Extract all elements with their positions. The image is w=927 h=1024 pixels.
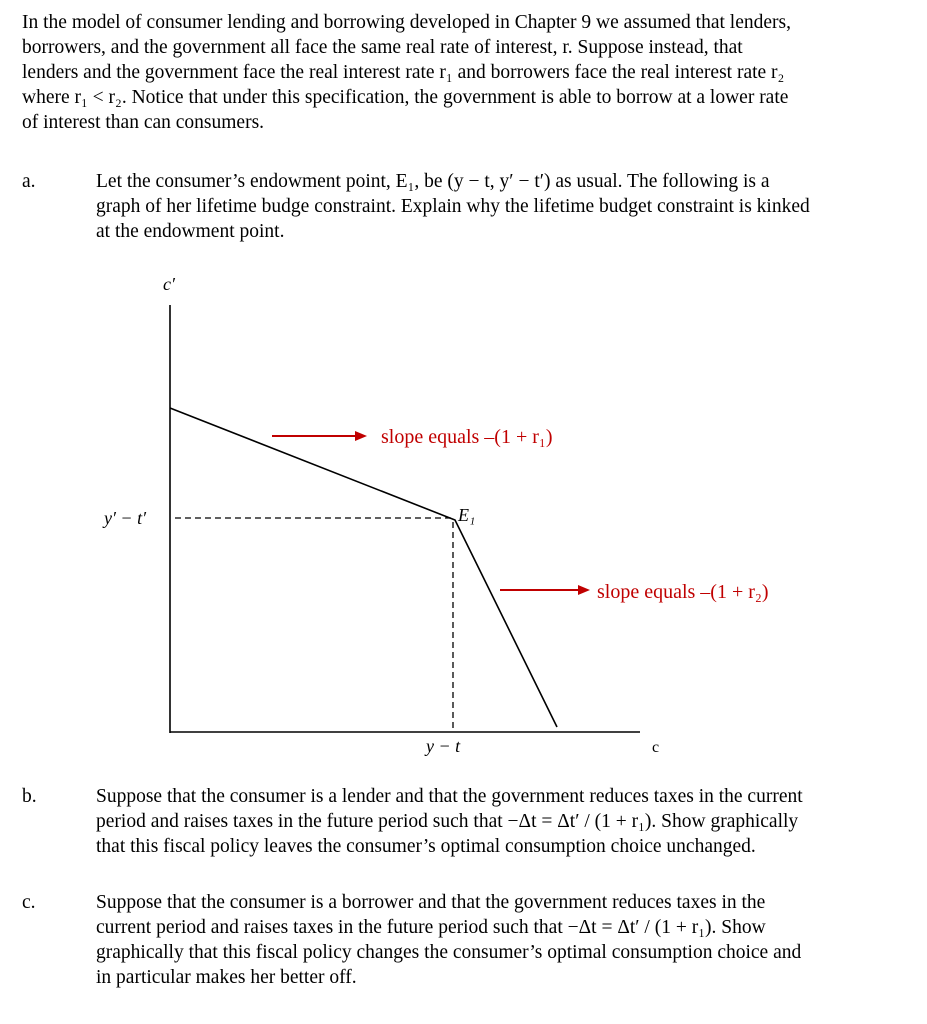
question-c-line: in particular makes her better off.	[96, 967, 357, 988]
endowment-y-label: y′ − t′	[104, 508, 147, 528]
intro-line: where r₁ < r₂. Notice that under this specification, the government is able to borrow at a lower rate	[22, 87, 789, 108]
intro-line: of interest than can consumers.	[22, 112, 265, 133]
question-b-line: Suppose that the consumer is a lender and that the government reduces taxes in the current	[96, 786, 803, 807]
endowment-x-label: y − t	[426, 736, 461, 756]
slope1-label: slope equals –(1 + r₁)	[381, 426, 553, 448]
question-a-line: graph of her lifetime budge constraint. Explain why the lifetime budget constraint is kinked	[96, 196, 810, 217]
intro-line: In the model of consumer lending and borrowing developed in Chapter 9 we assumed that lenders,	[22, 12, 791, 33]
budget-line	[170, 408, 557, 727]
question-c-line: graphically that this fiscal policy changes the consumer’s optimal consumption choice and	[96, 942, 802, 963]
x-axis-label: c	[652, 739, 660, 756]
question-a-text	[96, 169, 884, 244]
slope2-label: slope equals –(1 + r₂)	[597, 581, 769, 603]
y-axis-label: c′	[163, 274, 175, 294]
question-b-line: that this fiscal policy leaves the consumer’s optimal consumption choice unchanged.	[96, 836, 756, 857]
intro-line: lenders and the government face the real interest rate r₁ and borrowers face the real interest rate r₂	[22, 62, 785, 83]
slope1-arrow	[272, 431, 367, 441]
intro-line: borrowers, and the government all face the same real rate of interest, r. Suppose instead, that	[22, 37, 743, 58]
intro-paragraph	[22, 10, 884, 135]
question-a-line: at the endowment point.	[96, 221, 285, 242]
question-c-text	[96, 890, 884, 990]
question-b-text	[96, 784, 884, 859]
question-b-label: b.	[22, 786, 37, 807]
question-c-line: current period and raises taxes in the future period such that −Δt = Δt′ / (1 + r₁). Show	[96, 917, 766, 938]
kink-label: E₁	[458, 505, 476, 525]
question-c-line: Suppose that the consumer is a borrower and that the government reduces taxes in the	[96, 892, 766, 913]
question-b-line: period and raises taxes in the future period such that −Δt = Δt′ / (1 + r₁). Show graphically	[96, 811, 799, 832]
slope2-arrow	[500, 585, 590, 595]
question-c-label: c.	[22, 892, 36, 913]
budget-constraint-diagram	[0, 270, 927, 770]
question-a-label: a.	[22, 171, 36, 192]
question-a-line: Let the consumer’s endowment point, E₁, be (y − t, y′ − t′) as usual. The following is a	[96, 171, 770, 192]
